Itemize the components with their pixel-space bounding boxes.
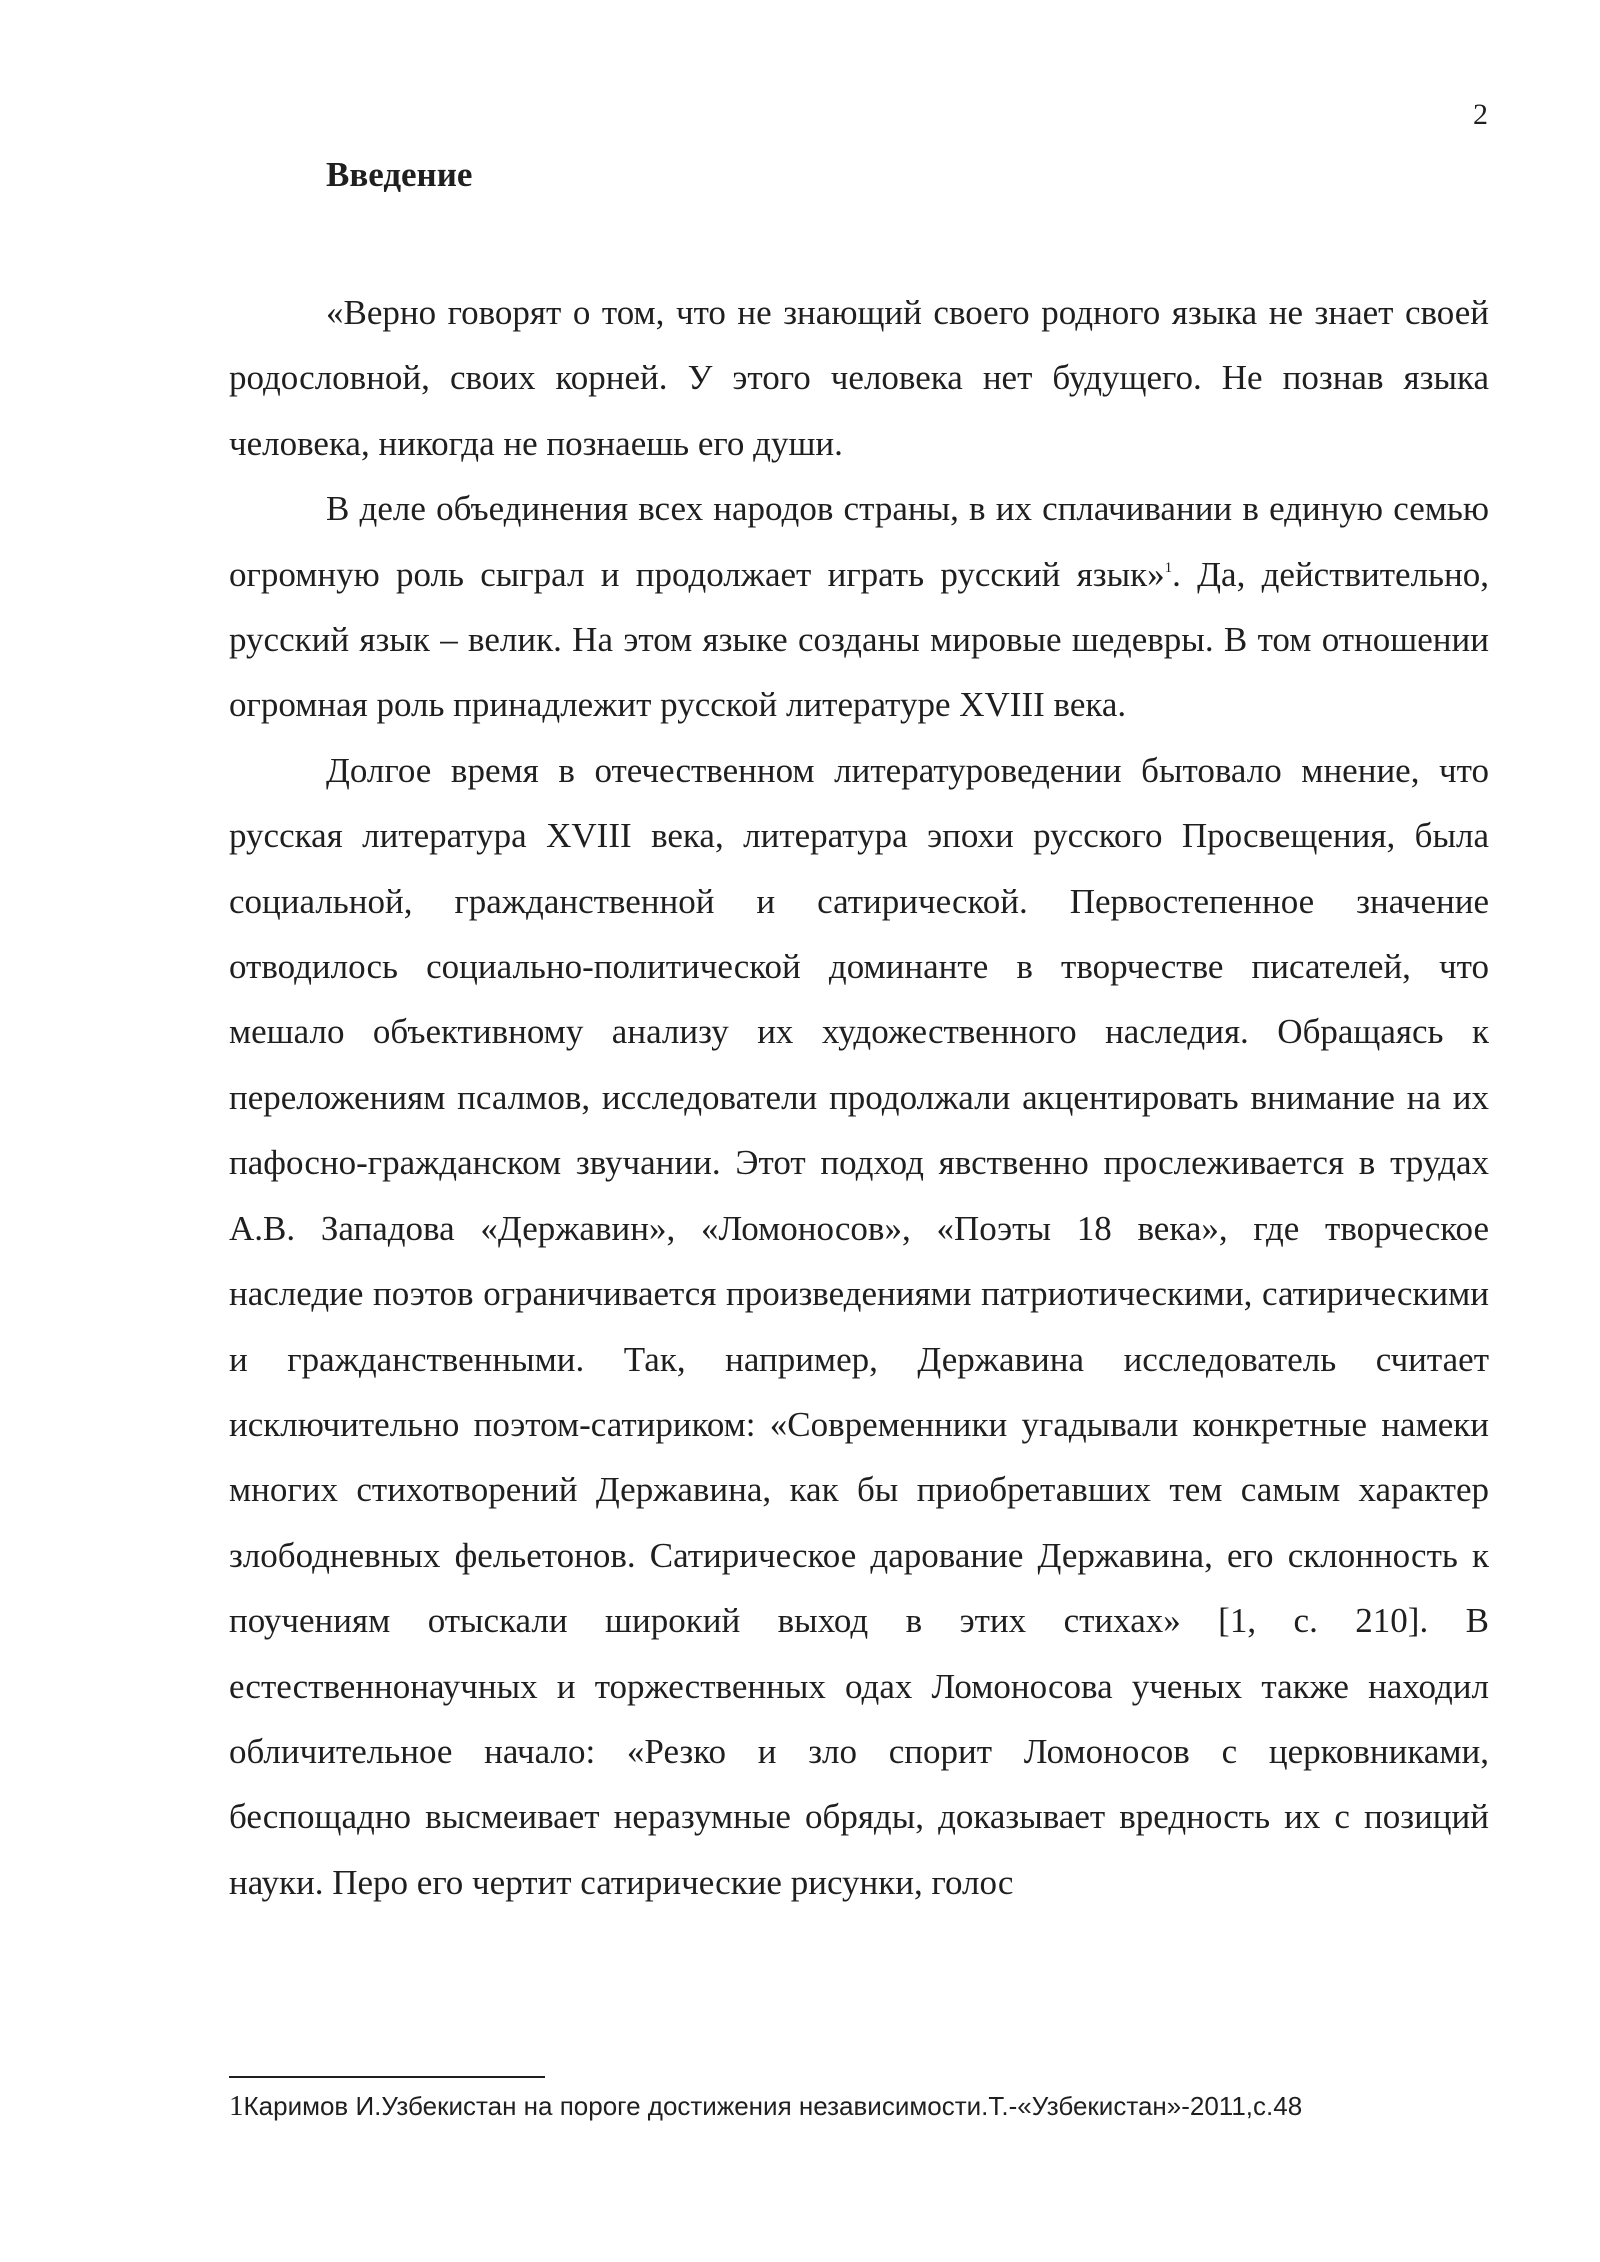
- paragraph-language-role: [229, 476, 1489, 738]
- paragraph-quote: «Верно говорят о том, что не знающий своего родного языка не знает своей родословной, своих корней. У этого человека нет будущего. Не познав языка человека, никогда не познаешь его души.: [229, 293, 1489, 463]
- paragraph-literature-review: Долгое время в отечественном литературоведении бытовало мнение, что русская литература XVIII века, литература эпохи русского Просвещения, была социальной, гражданственной и сатирической. Первостепенное значение отводилось социально-политической доминанте в творчестве писателей, что мешало объективному анализу их художественного наследия. Обращаясь к переложениям псалмов, исследователи продолжали акцентировать внимание на их пафосно-гражданском звучании. Этот подход явственно прослеживается в трудах А.В. Западова «Державин», «Ломоносов», «Поэты 18 века», где творческое наследие поэтов ограничивается произведениями патриотическими, сатирическими и гражданственными. Так, например, Державина исследователь считает исключительно поэтом-сатириком: «Современники угадывали конкретные намеки многих стихотворений Державина, как бы приобретавших тем самым характер злободневных фельетонов. Сатирическое дарование Державина, его склонность к поучениям отыскали широкий выход в этих стихах» [1, с. 210]. В естественнонаучных и торжественных одах Ломоносова ученых также находил обличительное начало: «Резко и зло спорит Ломоносов с церковниками, беспощадно высмеивает неразумные обряды, доказывает вредность их с позиций науки. Перо его чертит сатирические рисунки, голос: [229, 750, 1489, 1902]
- body-text: [229, 280, 1489, 1915]
- footnote: [229, 2088, 1302, 2126]
- footnote-mark: 1: [229, 2090, 244, 2122]
- page-number: 2: [1473, 98, 1488, 131]
- paragraph-text-part: . Да, действительно, русский язык – велик. На этом языке созданы мировые шедевры. В том отношении огромная роль принадлежит русской литературе XVIII века.: [229, 554, 1489, 725]
- paragraph-text-part: В деле объединения всех народов страны, в их сплачивании в единую семью огромную роль сыграл и продолжает играть русский язык»: [229, 489, 1489, 594]
- footnote-text: Каримов И.Узбекистан на пороге достижения независимости.Т.-«Узбекистан»-2011,с.48: [243, 2091, 1303, 2121]
- footnote-divider: [229, 2076, 545, 2078]
- footnote-reference[interactable]: 1: [1164, 559, 1173, 576]
- section-heading: Введение: [326, 155, 473, 194]
